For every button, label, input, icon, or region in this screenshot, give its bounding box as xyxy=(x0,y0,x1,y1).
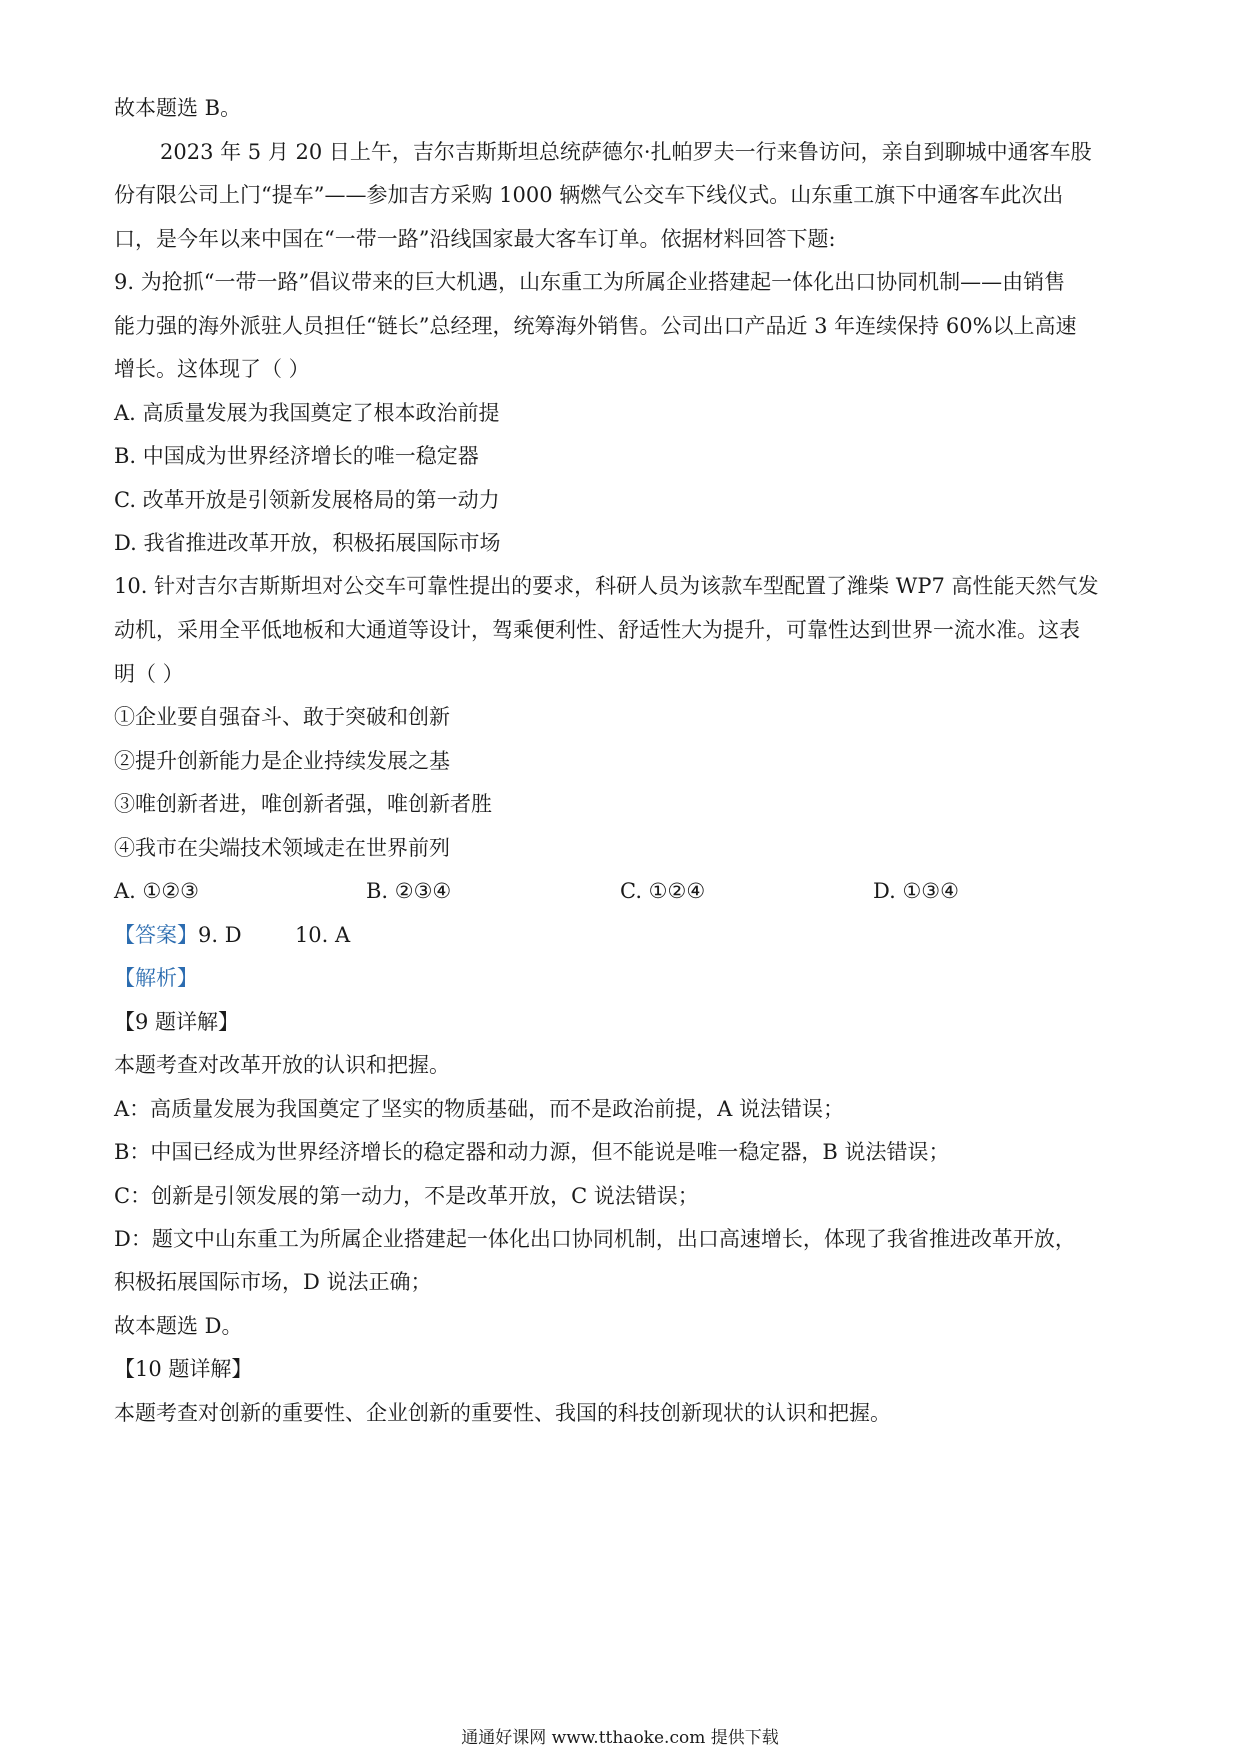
text-line: 份有限公司上门“提车”——参加吉方采购 1000 辆燃气公交车下线仪式。山东重工旗下中通客车此次出 xyxy=(114,183,1064,207)
text-line: 2023 年 5 月 20 日上午，吉尔吉斯斯坦总统萨德尔·扎帕罗夫一行来鲁访问，亲自到聊城中通客车股 xyxy=(160,140,1092,164)
option-a: A. ①②③ xyxy=(114,879,199,903)
option-d: D. 我省推进改革开放，积极拓展国际市场 xyxy=(114,531,501,555)
option-a: A. 高质量发展为我国奠定了根本政治前提 xyxy=(114,401,500,425)
detail-line: D：题文中山东重工为所属企业搭建起一体化出口协同机制，出口高速增长，体现了我省推进改革开放， xyxy=(114,1227,1076,1251)
analysis-label: 【解析】 xyxy=(114,966,198,990)
answer-line xyxy=(114,920,350,950)
detail-line: B：中国已经成为世界经济增长的稳定器和动力源，但不能说是唯一稳定器，B 说法错误； xyxy=(114,1140,950,1164)
option-c: C. 改革开放是引领新发展格局的第一动力 xyxy=(114,488,500,512)
text-line: 口，是今年以来中国在“一带一路”沿线国家最大客车订单。依据材料回答下题: xyxy=(114,227,836,251)
question-10-line: 明（ ） xyxy=(114,662,184,686)
answer-text: 9. D 10. A xyxy=(198,923,351,947)
question-9-line: 增长。这体现了（ ） xyxy=(114,357,310,381)
statement-4: ④我市在尖端技术领域走在世界前列 xyxy=(114,836,450,860)
detail-line: 故本题选 D。 xyxy=(114,1314,243,1338)
answer-label: 【答案】 xyxy=(114,923,198,947)
detail-line: 本题考查对创新的重要性、企业创新的重要性、我国的科技创新现状的认识和把握。 xyxy=(114,1401,891,1425)
question-10-line: 动机，采用全平低地板和大通道等设计，驾乘便利性、舒适性大为提升，可靠性达到世界一流水准。这表 xyxy=(114,618,1080,642)
text-line: 故本题选 B。 xyxy=(114,96,242,120)
option-b: B. 中国成为世界经济增长的唯一稳定器 xyxy=(114,444,479,468)
detail-line: C：创新是引领发展的第一动力，不是改革开放，C 说法错误； xyxy=(114,1184,699,1208)
statement-1: ①企业要自强奋斗、敢于突破和创新 xyxy=(114,705,450,729)
statement-3: ③唯创新者进，唯创新者强，唯创新者胜 xyxy=(114,792,492,816)
question-9-line: 9. 为抢抓“一带一路”倡议带来的巨大机遇，山东重工为所属企业搭建起一体化出口协同机制——由销售 xyxy=(114,270,1066,294)
question-10-line: 10. 针对吉尔吉斯斯坦对公交车可靠性提出的要求，科研人员为该款车型配置了潍柴 WP7 高性能天然气发 xyxy=(114,574,1099,598)
detail-line: 积极拓展国际市场，D 说法正确； xyxy=(114,1270,432,1294)
statement-2: ②提升创新能力是企业持续发展之基 xyxy=(114,749,450,773)
option-c: C. ①②④ xyxy=(620,879,706,903)
option-b: B. ②③④ xyxy=(366,879,452,903)
detail-line: A：高质量发展为我国奠定了坚实的物质基础，而不是政治前提，A 说法错误； xyxy=(114,1097,845,1121)
detail-heading: 【9 题详解】 xyxy=(114,1010,240,1034)
detail-line: 本题考查对改革开放的认识和把握。 xyxy=(114,1053,450,1077)
detail-heading: 【10 题详解】 xyxy=(114,1357,253,1381)
footer-source: 通通好课网 www.tthaoke.com 提供下载 xyxy=(461,1728,779,1748)
question-9-line: 能力强的海外派驻人员担任“链长”总经理，统筹海外销售。公司出口产品近 3 年连续保持 60%以上高速 xyxy=(114,314,1077,338)
option-d: D. ①③④ xyxy=(873,879,959,903)
